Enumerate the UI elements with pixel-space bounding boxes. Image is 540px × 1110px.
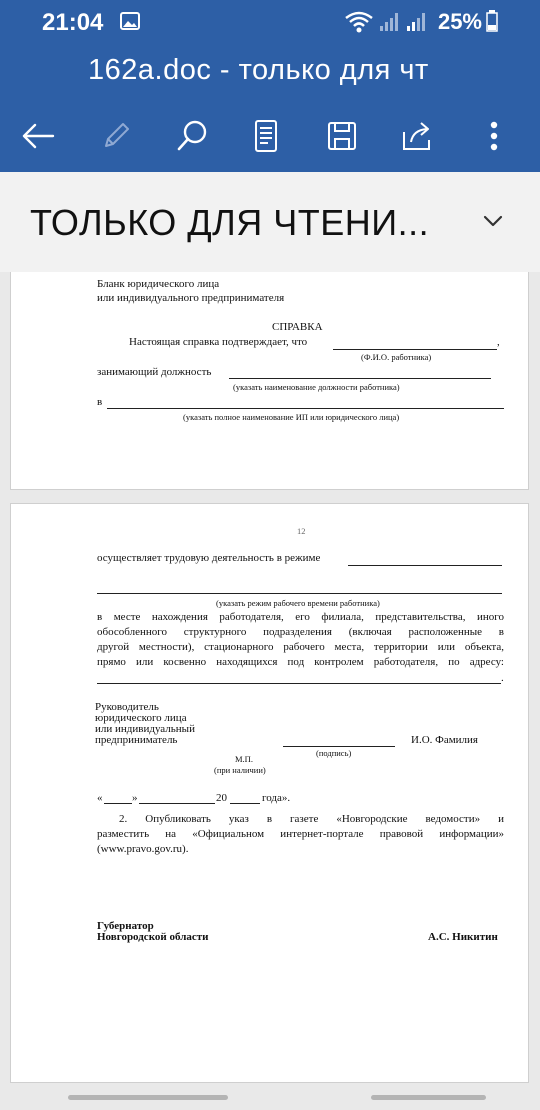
year-prefix: 20 — [216, 792, 227, 804]
arrow-left-icon — [21, 123, 55, 149]
more-vertical-icon — [489, 120, 499, 152]
header-line-1: Бланк юридического лица — [97, 278, 220, 290]
address-period: . — [501, 672, 504, 684]
year-suffix: года». — [262, 792, 291, 804]
document-title: 162a.doc - только для чт — [88, 54, 429, 86]
document-page-2 — [10, 503, 529, 1083]
fio-hint: (Ф.И.О. работника) — [361, 352, 432, 362]
signal-icon — [378, 12, 400, 32]
mode-field-line — [348, 565, 502, 566]
position-label: занимающий должность — [97, 366, 212, 378]
pencil-icon — [99, 119, 133, 153]
mode-text: осуществляет трудовую деятельность в режиме — [97, 552, 321, 564]
edit-button[interactable] — [94, 114, 138, 158]
signature-hint: (подпись) — [316, 748, 352, 758]
organization-hint: (указать полное наименование ИП или юридического лица) — [183, 412, 400, 422]
signal-icon-2 — [405, 12, 427, 32]
mobile-view-icon — [253, 119, 279, 153]
mode-field-line-2 — [97, 593, 502, 594]
title-bar — [0, 44, 540, 100]
signature-line — [283, 746, 395, 747]
signer-name: И.О. Фамилия — [411, 734, 478, 746]
wifi-icon — [344, 10, 374, 34]
day-field-line — [104, 803, 132, 804]
document-page-1 — [10, 272, 529, 490]
item2-line-1: 2. Опубликовать указ в газете «Новгородские ведомости» и — [119, 813, 504, 825]
system-nav-bar — [0, 1083, 540, 1110]
share-icon — [401, 120, 435, 152]
header-line-2: или индивидуального предпринимателя — [97, 292, 285, 304]
gallery-icon — [120, 12, 140, 30]
organization-field-line — [107, 408, 504, 409]
signer-line-4: предприниматель — [95, 734, 178, 746]
governor-title-2: Новгородской области — [97, 931, 209, 943]
mode-hint: (указать режим рабочего времени работника) — [216, 598, 380, 608]
battery-percent: 25% — [437, 9, 482, 34]
horizontal-scrollbar[interactable] — [68, 1095, 228, 1100]
read-only-label: ТОЛЬКО ДЛЯ ЧТЕНИ... — [30, 202, 430, 243]
battery-icon — [486, 10, 498, 32]
position-hint: (указать наименование должности работника) — [233, 382, 400, 392]
month-field-line — [139, 803, 215, 804]
paragraph-line-4: прямо или косвенно находящихся под контролем работодателя, по адресу: — [97, 656, 504, 668]
save-icon — [326, 120, 358, 152]
address-field-line — [97, 683, 501, 684]
status-bar — [0, 0, 540, 44]
page-number: 12 — [297, 526, 306, 536]
signer-line-1: Руководитель — [95, 701, 159, 713]
paragraph-line-1: в месте нахождения работодателя, его филиала, представительства, иного — [97, 611, 504, 623]
comma: , — [497, 336, 500, 348]
position-field-line — [229, 378, 491, 379]
certificate-title: СПРАВКА — [272, 321, 323, 333]
fio-field-line — [333, 349, 497, 350]
chevron-down-icon[interactable] — [482, 214, 504, 228]
share-button[interactable] — [396, 114, 440, 158]
governor-name: А.С. Никитин — [428, 931, 498, 943]
search-button[interactable] — [170, 114, 214, 158]
stamp-hint: (при наличии) — [214, 765, 266, 775]
year-field-line — [230, 803, 260, 804]
save-button[interactable] — [320, 114, 364, 158]
reading-view-button[interactable] — [244, 114, 288, 158]
more-options-button[interactable] — [472, 114, 516, 158]
confirm-text: Настоящая справка подтверждает, что — [129, 336, 308, 348]
date-open-quote: « — [97, 792, 103, 804]
item2-line-3: (www.pravo.gov.ru). — [97, 843, 189, 855]
stamp-label: М.П. — [235, 754, 253, 764]
back-button[interactable] — [16, 114, 60, 158]
governor-title-1: Губернатор — [97, 920, 154, 932]
toolbar — [0, 100, 540, 172]
horizontal-scrollbar-thumb[interactable] — [371, 1095, 486, 1100]
date-close-quote: » — [132, 792, 138, 804]
status-time: 21:04 — [42, 9, 104, 36]
signer-line-2: юридического лица — [95, 712, 187, 724]
paragraph-line-3: другой местности), стационарного рабочего места, территории или объекта, — [97, 641, 504, 653]
read-only-banner[interactable] — [0, 172, 540, 272]
v-label: в — [97, 396, 103, 408]
item2-line-2: разместить на «Официальном интернет-портале правовой информации» — [97, 828, 504, 840]
search-icon — [175, 119, 209, 153]
paragraph-line-2: обособленного структурного подразделения (включая расположенные в — [97, 626, 504, 638]
signer-line-3: или индивидуальный — [95, 723, 195, 735]
